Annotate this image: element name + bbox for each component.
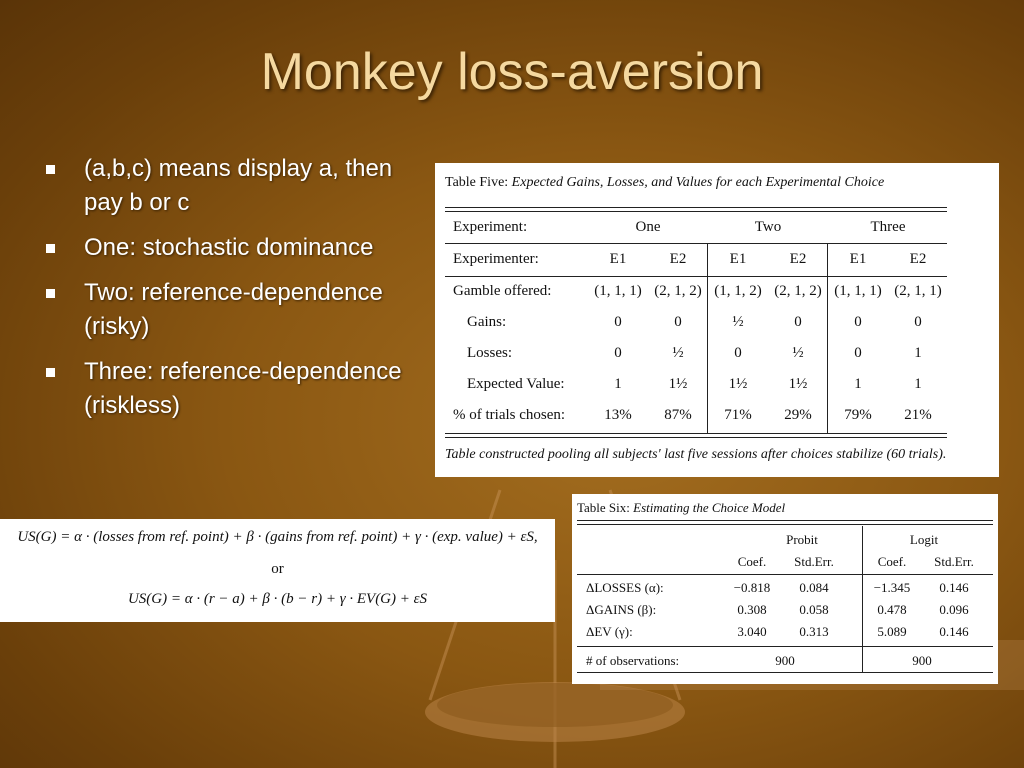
table-cell: 29%	[784, 407, 812, 423]
table-cell: 0.096	[939, 602, 969, 617]
experimenter-header: E1	[609, 251, 627, 267]
table-rule	[577, 672, 993, 673]
bullet-item: One: stochastic dominance	[44, 231, 404, 265]
table-five-footnote: Table constructed pooling all subjects' last five sessions after choices stabilize (60 trials).	[445, 447, 947, 462]
table-cell: 1	[914, 376, 922, 392]
equation-or: or	[271, 561, 284, 577]
table-rule	[577, 524, 993, 525]
table-cell: (2, 1, 1)	[894, 283, 942, 299]
table-cell: 1½	[668, 376, 688, 392]
experiment-header: One	[635, 219, 661, 235]
experimenter-header: E2	[909, 251, 927, 267]
table-cell: 0	[674, 314, 682, 330]
column-subheader: Std.Err.	[934, 554, 974, 569]
observations-value: 900	[912, 653, 932, 668]
table-cell: 0.478	[877, 602, 907, 617]
table-cell: 5.089	[877, 624, 907, 639]
column-subheader: Coef.	[877, 554, 907, 569]
column-subheader: Std.Err.	[794, 554, 834, 569]
experimenter-header: E2	[789, 251, 807, 267]
bullet-item: Three: reference-dependence (riskless)	[44, 355, 404, 423]
table-cell: (1, 1, 1)	[834, 283, 882, 299]
table-cell: 13%	[604, 407, 632, 423]
table-cell: ½	[672, 345, 684, 361]
table-row-label: ΔEV (γ):	[586, 624, 633, 639]
table-cell: 0.313	[799, 624, 829, 639]
observations-label: # of observations:	[586, 653, 680, 668]
experimenter-label: Experimenter:	[453, 251, 539, 267]
experimenter-header: E2	[669, 251, 687, 267]
table-rule	[577, 520, 993, 521]
table-row-label: Expected Value:	[467, 376, 565, 392]
table-rule	[445, 211, 947, 212]
bullet-list	[44, 152, 404, 434]
table-cell: 21%	[904, 407, 932, 423]
table-five-image	[435, 163, 999, 477]
model-header: Logit	[909, 532, 939, 547]
table-rule	[445, 243, 947, 244]
bullet-square-icon	[46, 244, 55, 253]
table-rule	[445, 437, 947, 438]
table-six-caption: Table Six: Estimating the Choice Model	[577, 500, 786, 515]
bullet-square-icon	[46, 165, 55, 174]
table-cell: ½	[792, 345, 804, 361]
experimenter-header: E1	[849, 251, 867, 267]
table-cell: 0	[614, 345, 622, 361]
table-cell: 1	[854, 376, 862, 392]
table-five-caption: Table Five: Expected Gains, Losses, and Values for each Experimental Choice	[445, 175, 885, 190]
table-cell: (1, 1, 2)	[714, 283, 762, 299]
table-cell: 0	[854, 345, 862, 361]
table-cell: 0.146	[939, 580, 969, 595]
table-cell: 1	[914, 345, 922, 361]
model-header: Probit	[786, 532, 818, 547]
table-cell: 0.146	[939, 624, 969, 639]
table-cell: 79%	[844, 407, 872, 423]
bullet-item: Two: reference-dependence (risky)	[44, 276, 404, 344]
table-cell: 1½	[728, 376, 748, 392]
slide-title: Monkey loss-aversion	[260, 43, 764, 101]
table-rule	[577, 646, 993, 647]
equation-line-1: US(G) = α · (losses from ref. point) + β · (gains from ref. point) + γ · (exp. value) + εS,	[17, 529, 538, 545]
table-rule	[445, 433, 947, 434]
experiment-label: Experiment:	[453, 219, 528, 235]
table-cell: 1	[614, 376, 622, 392]
table-cell: (2, 1, 2)	[654, 283, 702, 299]
table-cell: 0	[854, 314, 862, 330]
table-cell: 0.058	[799, 602, 829, 617]
experimenter-header: E1	[729, 251, 747, 267]
table-cell: (1, 1, 1)	[594, 283, 642, 299]
table-cell: 0.084	[799, 580, 829, 595]
table-divider	[707, 243, 708, 433]
table-row-label: % of trials chosen:	[453, 407, 566, 423]
table-row-label: Losses:	[467, 345, 512, 361]
table-cell: 3.040	[737, 624, 767, 639]
table-row-label: Gains:	[467, 314, 507, 330]
utility-equation-image	[0, 519, 555, 622]
table-cell: 0.308	[737, 602, 767, 617]
table-divider	[862, 526, 863, 672]
bullet-square-icon	[46, 289, 55, 298]
experiment-header: Three	[870, 219, 906, 235]
table-divider	[827, 243, 828, 433]
table-cell: 1½	[788, 376, 808, 392]
table-cell: 0	[794, 314, 802, 330]
table-cell: 0	[914, 314, 922, 330]
table-rule	[445, 207, 947, 208]
table-rule	[445, 276, 947, 277]
table-row-label: Gamble offered:	[453, 283, 552, 299]
column-subheader: Coef.	[737, 554, 767, 569]
observations-value: 900	[775, 653, 795, 668]
bullet-item: (a,b,c) means display a, then pay b or c	[44, 152, 404, 220]
table-cell: (2, 1, 2)	[774, 283, 822, 299]
table-six-image	[572, 494, 998, 684]
table-cell: 87%	[664, 407, 692, 423]
equation-line-2: US(G) = α · (r − a) + β · (b − r) + γ · EV(G) + εS	[127, 591, 428, 607]
bullet-square-icon	[46, 368, 55, 377]
table-cell: −1.345	[873, 580, 911, 595]
table-row-label: ΔLOSSES (α):	[586, 580, 664, 595]
table-cell: −0.818	[733, 580, 771, 595]
table-rule	[577, 574, 993, 575]
table-cell: 71%	[724, 407, 752, 423]
table-row-label: ΔGAINS (β):	[586, 602, 657, 617]
table-cell: 0	[734, 345, 742, 361]
table-cell: ½	[732, 314, 744, 330]
experiment-header: Two	[754, 219, 782, 235]
table-cell: 0	[614, 314, 622, 330]
